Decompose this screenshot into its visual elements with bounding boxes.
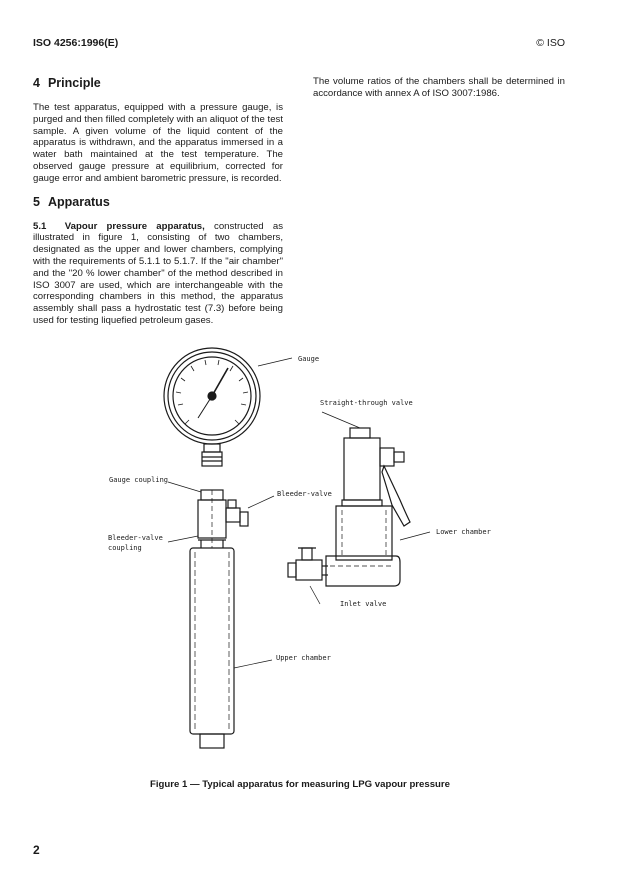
page-number: 2 [33, 843, 40, 857]
label-upper-chamber: Upper chamber [276, 654, 331, 662]
label-gauge: Gauge [298, 355, 320, 363]
section-5-heading: 5 Apparatus [33, 194, 110, 209]
label-gauge-coupling: Gauge coupling [109, 476, 169, 484]
apparatus-figure [100, 340, 520, 770]
label-bleeder-valve: Bleeder-valve [277, 490, 332, 498]
section-4-heading: 4 Principle [33, 76, 101, 90]
lower-chamber-drawing [326, 506, 400, 586]
upper-chamber-drawing [190, 548, 234, 748]
label-bleeder-valve-coupling: Bleeder-valve [108, 534, 163, 542]
gauge-drawing [164, 348, 260, 466]
straight-through-valve-drawing [342, 428, 410, 526]
section-5-1-text: 5.1 Vapour pressure apparatus, constructed as illustrated in figure 1, consisting of two chambers, designated as the upper and lower chambers, complying with the requirements of 5.1.1 to 5.1.7. If the "air chamber" and the "20 % lower chamber" of the method described in ISO 3007 are used, which are interchangeable with the corresponding chambers in this method, the apparatus assembly shall pass a hydrostatic test (7.3) before being used for testing liquefied petroleum gases. [33, 220, 283, 326]
document-id: ISO 4256:1996(E) [33, 37, 119, 49]
coupling-drawing [198, 490, 248, 548]
left-column [33, 76, 283, 337]
inlet-valve-drawing [288, 548, 328, 580]
volume-ratio-text: The volume ratios of the chambers shall be determined in accordance with annex A of ISO 3007:1986. [313, 76, 565, 99]
label-lower-chamber: Lower chamber [436, 528, 491, 536]
section-4-text: The test apparatus, equipped with a pressure gauge, is purged and then filled completely with an aliquot of the test sample. A given volume of the liquid content of the apparatus is withdrawn, and the apparatus immersed in a water bath maintained at the test temperature. The observed gauge pressure at equilibrium, corrected for gauge error and ambient barometric pressure, is recorded. [33, 102, 283, 184]
right-column [313, 76, 565, 110]
copyright-mark: © ISO [536, 37, 565, 49]
figure-caption: Figure 1 — Typical apparatus for measuring LPG vapour pressure [150, 779, 450, 790]
label-straight-through-valve: Straight-through valve [320, 399, 413, 407]
label-inlet-valve: Inlet valve [340, 600, 387, 608]
label-bleeder-valve-coupling-2: coupling [108, 544, 142, 552]
